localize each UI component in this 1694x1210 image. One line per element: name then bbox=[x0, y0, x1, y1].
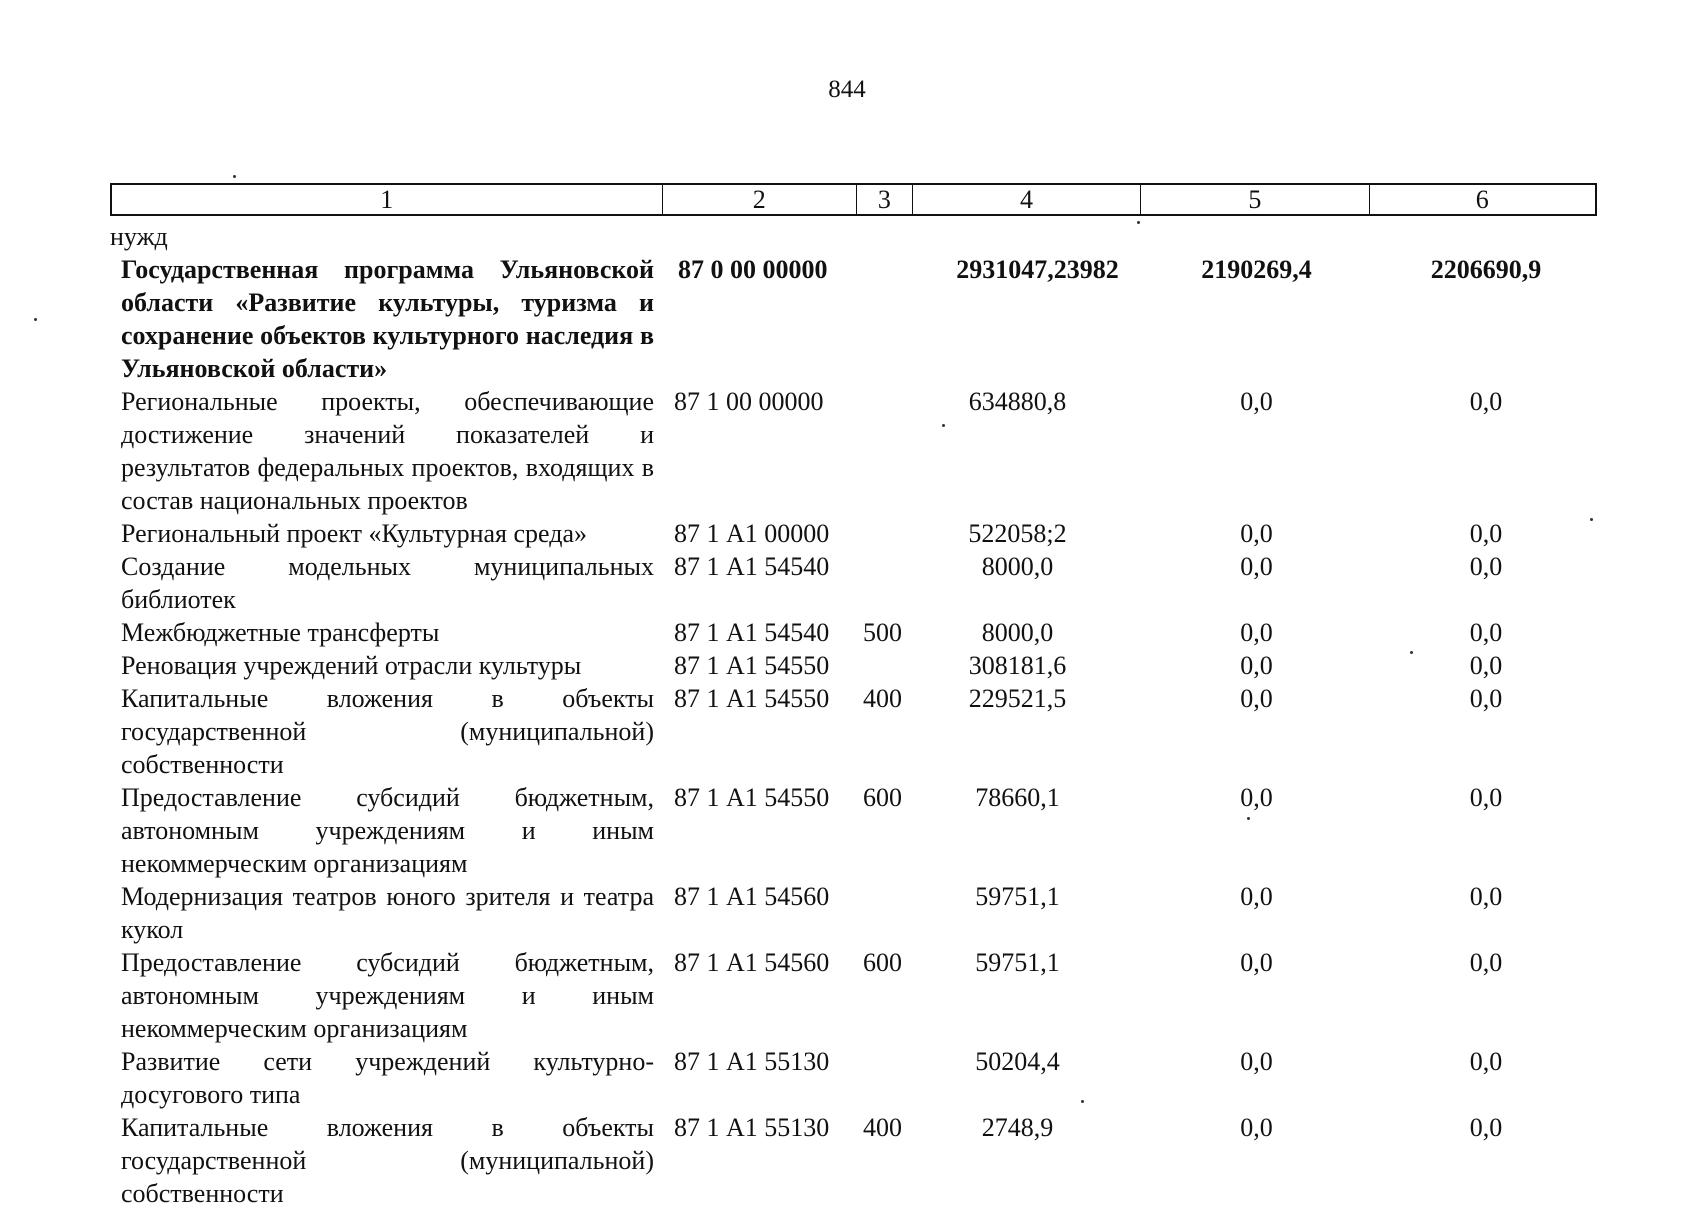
row-value-1: 229521,5 bbox=[968, 684, 1067, 713]
row-type bbox=[857, 1045, 913, 1111]
row-code: 87 0 00 00000 bbox=[678, 255, 828, 284]
row-value-1: 8000,0 bbox=[981, 552, 1054, 581]
row-value-1: 522058;2 bbox=[968, 519, 1067, 548]
table-row bbox=[110, 253, 1597, 385]
row-value-1 bbox=[913, 220, 1142, 253]
row-value-3: 0,0 bbox=[1469, 387, 1503, 416]
row-code: 87 1 А1 54560 bbox=[674, 882, 830, 911]
table-row bbox=[110, 682, 1597, 781]
row-code: 87 1 А1 54550 bbox=[674, 783, 830, 812]
row-code: 87 1 А1 55130 bbox=[674, 1113, 830, 1142]
row-type: 400 bbox=[863, 684, 902, 713]
scan-speck bbox=[1081, 1100, 1084, 1103]
table-row bbox=[110, 1045, 1597, 1111]
scan-speck bbox=[34, 318, 37, 321]
row-type: 600 bbox=[863, 948, 902, 977]
page-number: 844 bbox=[828, 76, 866, 103]
budget-table-body bbox=[110, 220, 1597, 1210]
row-code bbox=[662, 220, 857, 253]
row-value-3: 0,0 bbox=[1469, 783, 1503, 812]
row-value-2: 0,0 bbox=[1240, 618, 1273, 647]
header-col-1: 1 bbox=[112, 185, 663, 214]
row-type bbox=[857, 385, 913, 517]
row-value-1: 2931047,23982 bbox=[956, 255, 1119, 284]
row-type: 400 bbox=[863, 1113, 902, 1142]
row-value-2: 0,0 bbox=[1240, 684, 1273, 713]
row-value-3 bbox=[1371, 220, 1597, 253]
row-type bbox=[857, 220, 913, 253]
row-code: 87 1 А1 54540 bbox=[674, 618, 830, 647]
row-name: Предоставление субсидий бюджетным, автономным учреждениям и иным некоммерческим организациям bbox=[121, 948, 654, 1043]
row-value-3: 0,0 bbox=[1469, 1047, 1503, 1076]
row-value-1: 308181,6 bbox=[968, 651, 1067, 680]
row-name: Модернизация театров юного зрителя и театра кукол bbox=[121, 882, 654, 944]
header-col-4: 4 bbox=[913, 185, 1141, 214]
row-type: 500 bbox=[863, 618, 902, 647]
row-type bbox=[857, 880, 913, 946]
row-value-3: 0,0 bbox=[1469, 1113, 1503, 1142]
row-name: Развитие сети учреждений культурно-досугового типа bbox=[121, 1047, 654, 1109]
row-value-1: 78660,1 bbox=[975, 783, 1060, 812]
row-value-2: 0,0 bbox=[1240, 948, 1273, 977]
scan-speck bbox=[1247, 817, 1250, 820]
table-row bbox=[110, 616, 1597, 649]
scan-speck bbox=[1410, 651, 1413, 654]
header-col-3: 3 bbox=[857, 185, 913, 214]
row-name: Межбюджетные трансферты bbox=[121, 618, 440, 647]
row-value-3: 0,0 bbox=[1469, 618, 1503, 647]
row-value-1: 2748,9 bbox=[981, 1113, 1054, 1142]
row-code: 87 1 А1 55130 bbox=[674, 1047, 830, 1076]
header-col-5: 5 bbox=[1141, 185, 1369, 214]
row-value-1: 50204,4 bbox=[975, 1047, 1060, 1076]
row-name: Предоставление субсидий бюджетным, автономным учреждениям и иным некоммерческим организациям bbox=[121, 783, 654, 878]
row-value-2: 0,0 bbox=[1240, 1113, 1273, 1142]
row-value-1: 634880,8 bbox=[968, 387, 1067, 416]
row-value-3: 0,0 bbox=[1469, 651, 1503, 680]
scan-speck bbox=[1590, 518, 1593, 521]
row-value-3: 0,0 bbox=[1469, 519, 1503, 548]
table-row bbox=[110, 946, 1597, 1045]
row-type bbox=[857, 517, 913, 550]
row-value-3: 0,0 bbox=[1469, 882, 1503, 911]
row-value-3: 0,0 bbox=[1469, 552, 1503, 581]
table-row bbox=[110, 550, 1597, 616]
row-name: Реновация учреждений отрасли культуры bbox=[121, 651, 582, 680]
row-type: 600 bbox=[863, 783, 902, 812]
row-code: 87 1 А1 54550 bbox=[674, 651, 830, 680]
row-value-2 bbox=[1142, 220, 1371, 253]
row-value-2: 0,0 bbox=[1240, 519, 1273, 548]
table-row bbox=[110, 1111, 1597, 1210]
row-name: Создание модельных муниципальных библиотек bbox=[121, 552, 654, 614]
table-row bbox=[110, 649, 1597, 682]
row-name: Капитальные вложения в объекты государственной (муниципальной) собственности bbox=[121, 1113, 654, 1208]
row-value-2: 0,0 bbox=[1240, 783, 1273, 812]
row-code: 87 1 00 00000 bbox=[674, 387, 824, 416]
row-value-2: 0,0 bbox=[1240, 882, 1273, 911]
row-code: 87 1 А1 54560 bbox=[674, 948, 830, 977]
row-value-2: 0,0 bbox=[1240, 552, 1273, 581]
header-col-6: 6 bbox=[1475, 185, 1489, 214]
row-type bbox=[857, 550, 913, 616]
row-value-3: 0,0 bbox=[1469, 948, 1503, 977]
row-value-2: 0,0 bbox=[1240, 1047, 1273, 1076]
table-row bbox=[110, 781, 1597, 880]
row-code: 87 1 А1 00000 bbox=[674, 519, 830, 548]
row-code: 87 1 А1 54550 bbox=[674, 684, 830, 713]
row-name: Капитальные вложения в объекты государственной (муниципальной) собственности bbox=[121, 684, 654, 779]
table-row bbox=[110, 517, 1597, 550]
row-value-1: 59751,1 bbox=[975, 882, 1060, 911]
row-value-1: 8000,0 bbox=[981, 618, 1054, 647]
row-name: нужд bbox=[110, 222, 168, 251]
scan-speck bbox=[1137, 221, 1140, 224]
scan-speck bbox=[942, 424, 945, 427]
row-name: Региональный проект «Культурная среда» bbox=[121, 519, 587, 548]
header-col-2: 2 bbox=[663, 185, 857, 214]
table-row bbox=[110, 385, 1597, 517]
row-value-3: 2206690,9 bbox=[1430, 255, 1542, 284]
row-value-2: 0,0 bbox=[1240, 651, 1273, 680]
row-type bbox=[857, 649, 913, 682]
row-value-3: 0,0 bbox=[1469, 684, 1503, 713]
row-code: 87 1 А1 54540 bbox=[674, 552, 830, 581]
row-name: Региональные проекты, обеспечивающие достижение значений показателей и результатов федеральных проектов, входящих в состав национальных проектов bbox=[121, 387, 654, 515]
scan-speck bbox=[233, 175, 236, 178]
row-value-1: 59751,1 bbox=[975, 948, 1060, 977]
row-value-2: 2190269,4 bbox=[1201, 255, 1312, 284]
table-header bbox=[110, 183, 1597, 216]
table-row bbox=[110, 880, 1597, 946]
table-row bbox=[110, 220, 1597, 253]
row-name: Государственная программа Ульяновской области «Развитие культуры, туризма и сохранение объектов культурного наследия в Ульяновской области» bbox=[121, 255, 654, 383]
row-value-2: 0,0 bbox=[1240, 387, 1273, 416]
row-type bbox=[857, 253, 913, 385]
